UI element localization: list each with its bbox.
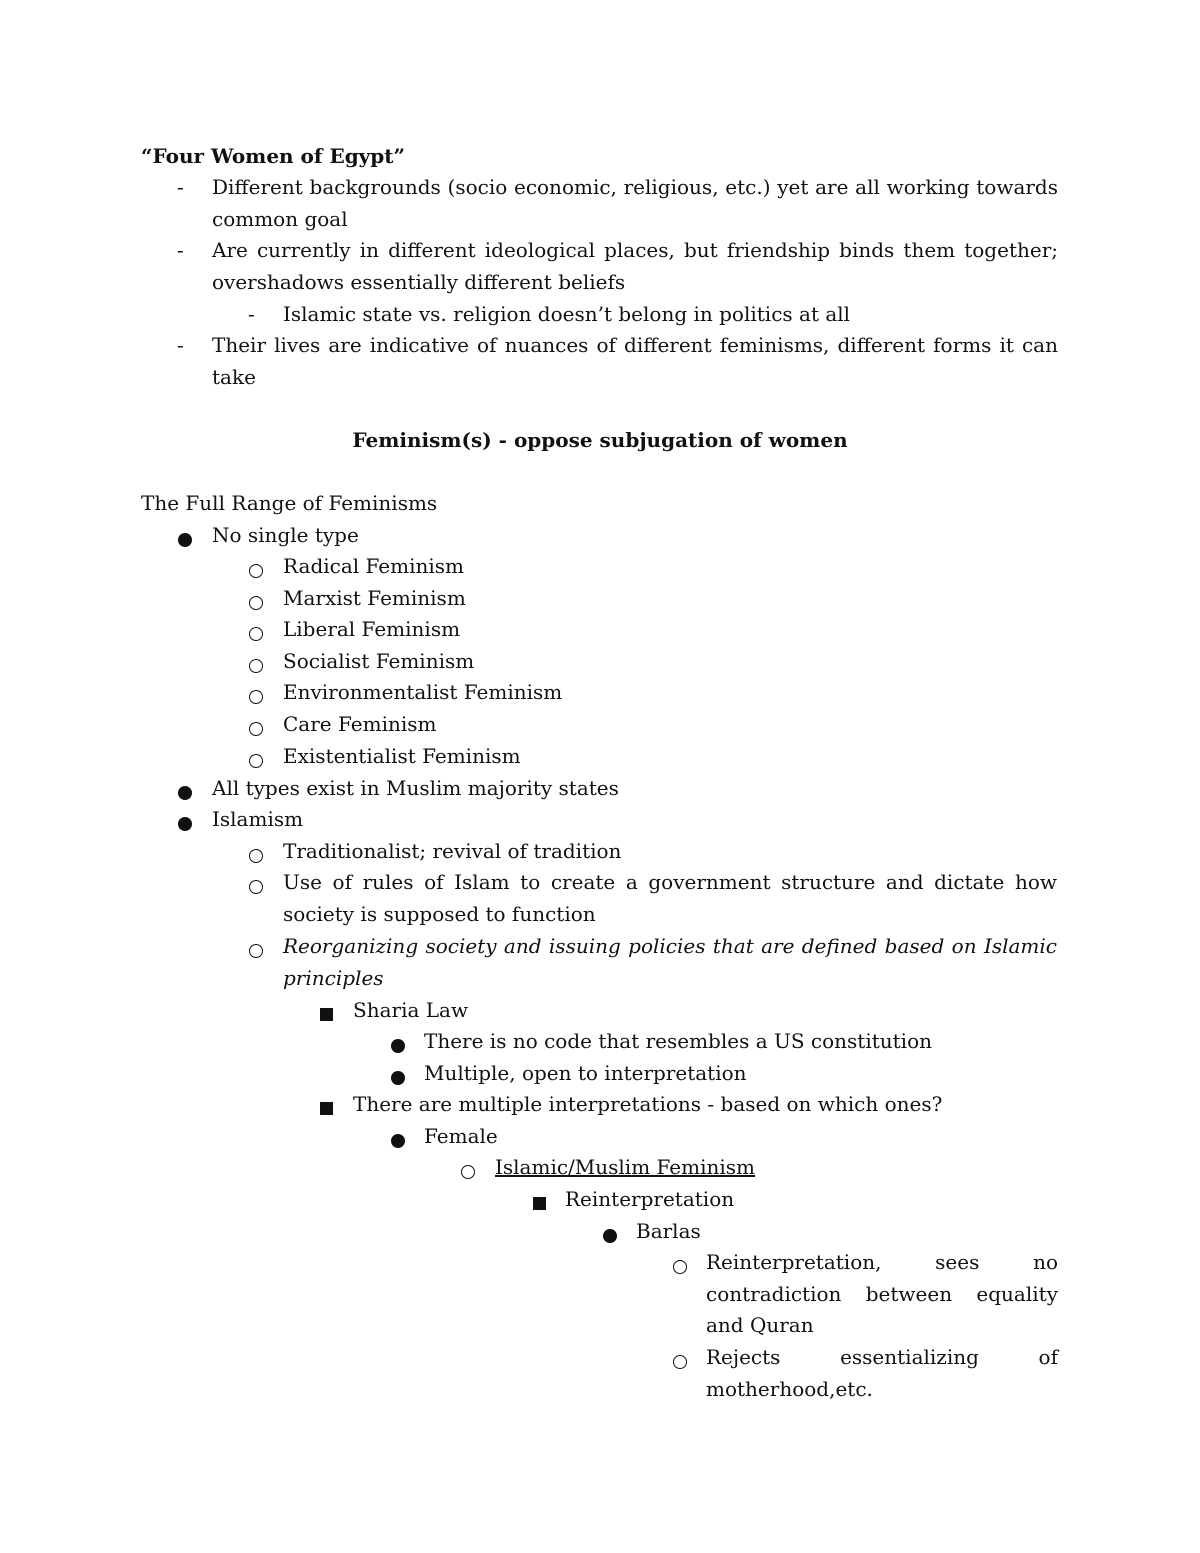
bullet-ring	[673, 1260, 687, 1274]
type-item: Environmentalist Feminism	[283, 680, 563, 704]
type-item: Care Feminism	[283, 712, 437, 736]
sharia-item: Multiple, open to interpretation	[424, 1061, 747, 1085]
bullet-ring	[249, 596, 263, 610]
bullet-dot	[178, 817, 192, 831]
bullet-dot	[391, 1071, 405, 1085]
type-item: Liberal Feminism	[283, 617, 461, 641]
bullet-dot	[178, 533, 192, 547]
bullet-ring	[249, 722, 263, 736]
dash-marker: -	[177, 175, 184, 199]
bullet-ring	[249, 627, 263, 641]
islamism-item-traditionalist: Traditionalist; revival of tradition	[283, 839, 622, 863]
islamic-feminism-item: Islamic/Muslim Feminism	[495, 1155, 756, 1179]
barlas-subitem-reinterpretation: Reinterpretation, sees no contradiction between equality and Quran	[706, 1250, 1058, 1338]
bullet-no-single-type: No single type	[212, 523, 359, 547]
bullet-dot	[391, 1039, 405, 1053]
bullet-square	[533, 1197, 546, 1210]
dash-marker: -	[177, 333, 184, 357]
bullet-ring	[249, 944, 263, 958]
dash-subitem-islamic-state: Islamic state vs. religion doesn’t belong in politics at all	[283, 302, 851, 326]
dash-item-backgrounds: Different backgrounds (socio economic, religious, etc.) yet are all working towards common goal	[212, 175, 1058, 231]
bullet-islamism: Islamism	[212, 807, 304, 831]
bullet-dot	[391, 1134, 405, 1148]
dash-marker: -	[248, 302, 255, 326]
bullet-ring	[249, 849, 263, 863]
dash-marker: -	[177, 238, 184, 262]
dash-item-lives: Their lives are indicative of nuances of different feminisms, different forms it can take	[212, 333, 1058, 389]
type-item: Radical Feminism	[283, 554, 465, 578]
islamism-item-reorganizing: Reorganizing society and issuing policies that are defined based on Islamic principles	[283, 934, 1057, 990]
bullet-ring	[249, 564, 263, 578]
type-item: Marxist Feminism	[283, 586, 466, 610]
bullet-ring	[673, 1355, 687, 1369]
type-item: Socialist Feminism	[283, 649, 475, 673]
bullet-square	[320, 1008, 333, 1021]
bullet-ring	[249, 659, 263, 673]
range-title: The Full Range of Feminisms	[141, 491, 438, 515]
type-item: Existentialist Feminism	[283, 744, 521, 768]
sharia-item: There is no code that resembles a US constitution	[424, 1029, 932, 1053]
bullet-all-types: All types exist in Muslim majority states	[212, 776, 619, 800]
islamism-item-rules: Use of rules of Islam to create a government structure and dictate how society is supposed to function	[283, 870, 1057, 926]
barlas-item: Barlas	[636, 1219, 701, 1243]
document-heading: “Four Women of Egypt”	[141, 144, 406, 168]
bullet-dot	[603, 1229, 617, 1243]
section-title: Feminism(s) - oppose subjugation of women	[352, 428, 848, 452]
bullet-ring	[249, 880, 263, 894]
bullet-ring	[249, 754, 263, 768]
barlas-subitem-rejects: Rejects essentializing of motherhood,etc.	[706, 1345, 1058, 1401]
dash-item-ideological: Are currently in different ideological places, but friendship binds them together; overshadows essentially different beliefs	[212, 238, 1058, 294]
bullet-dot	[178, 786, 192, 800]
bullet-ring	[461, 1165, 475, 1179]
sharia-heading: Sharia Law	[353, 998, 469, 1022]
bullet-square	[320, 1102, 333, 1115]
female-item: Female	[424, 1124, 498, 1148]
reinterpretation-item: Reinterpretation	[565, 1187, 735, 1211]
interpretations-heading: There are multiple interpretations - based on which ones?	[353, 1092, 943, 1116]
bullet-ring	[249, 690, 263, 704]
